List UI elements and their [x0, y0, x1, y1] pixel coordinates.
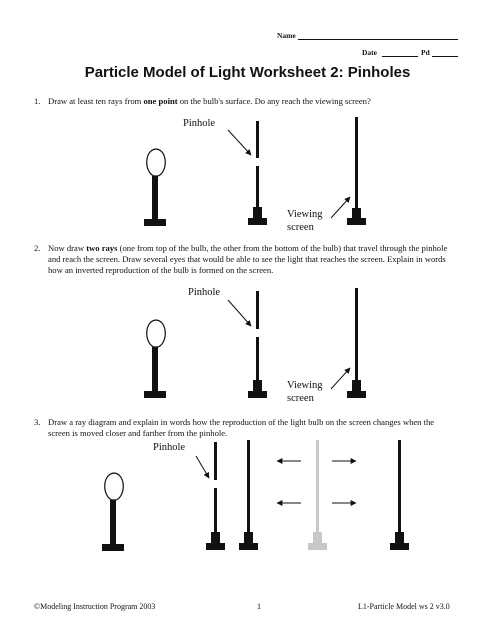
screen-middle-ghost[interactable] — [308, 440, 327, 550]
viewing-screen[interactable] — [347, 117, 366, 225]
pinhole-barrier[interactable] — [248, 121, 267, 225]
footer-page-number: 1 — [257, 602, 261, 611]
question-number: 3. — [34, 417, 41, 427]
question-text: Draw a ray diagram and explain in words how the reproduction of the light bulb on the screen changes when the screen is moved closer and farther from the pinhole. — [48, 417, 435, 438]
label-line: Viewing — [287, 209, 323, 220]
viewing-screen[interactable] — [347, 288, 366, 398]
pinhole-label-1: Pinhole — [183, 118, 216, 129]
light-bulb[interactable] — [144, 320, 166, 398]
pinhole-label-3: Pinhole — [153, 442, 186, 453]
diagram-1 — [144, 117, 366, 226]
pinhole-arrow — [196, 456, 209, 478]
page-title: Particle Model of Light Worksheet 2: Pinholes — [84, 64, 411, 81]
screen-near[interactable] — [239, 440, 258, 550]
label-line: screen — [287, 393, 314, 404]
text-run: Draw at least ten rays from — [48, 96, 144, 106]
footer-version: L1-Particle Model ws 2 v3.0 — [358, 602, 450, 611]
pinhole-barrier[interactable] — [206, 442, 225, 550]
name-label: Name — [277, 31, 296, 40]
emphasis: two rays — [86, 243, 118, 253]
period-label: Pd — [421, 48, 430, 57]
text-run: on the bulb's surface. Do any reach the viewing screen? — [177, 96, 371, 106]
text-run: (one from top of the bulb, the other from the bottom of the bulb) that travel through the pinhole and reach the screen. Draw several eyes that would be able to see the light that reaches the screen. Explain in words how an inverted reproduction of the bulb is formed on the screen. — [48, 243, 448, 275]
light-bulb[interactable] — [102, 473, 124, 551]
pinhole-barrier[interactable] — [248, 291, 267, 398]
emphasis: one point — [143, 96, 178, 106]
date-label: Date — [362, 48, 377, 57]
pinhole-arrow — [228, 130, 251, 155]
screen-arrow — [331, 368, 350, 389]
screen-arrow — [331, 197, 350, 218]
diagram-3 — [102, 440, 409, 551]
screen-far[interactable] — [390, 440, 409, 550]
pinhole-label-2: Pinhole — [188, 287, 221, 298]
question-number: 2. — [34, 243, 41, 253]
text-run: Now draw — [48, 243, 87, 253]
question-number: 1. — [34, 96, 41, 106]
pinhole-arrow — [228, 300, 251, 326]
footer-copyright: ©Modeling Instruction Program 2003 — [34, 602, 156, 611]
label-line: Viewing — [287, 380, 323, 391]
label-line: screen — [287, 222, 314, 233]
diagram-2 — [144, 288, 366, 398]
light-bulb[interactable] — [144, 149, 166, 226]
